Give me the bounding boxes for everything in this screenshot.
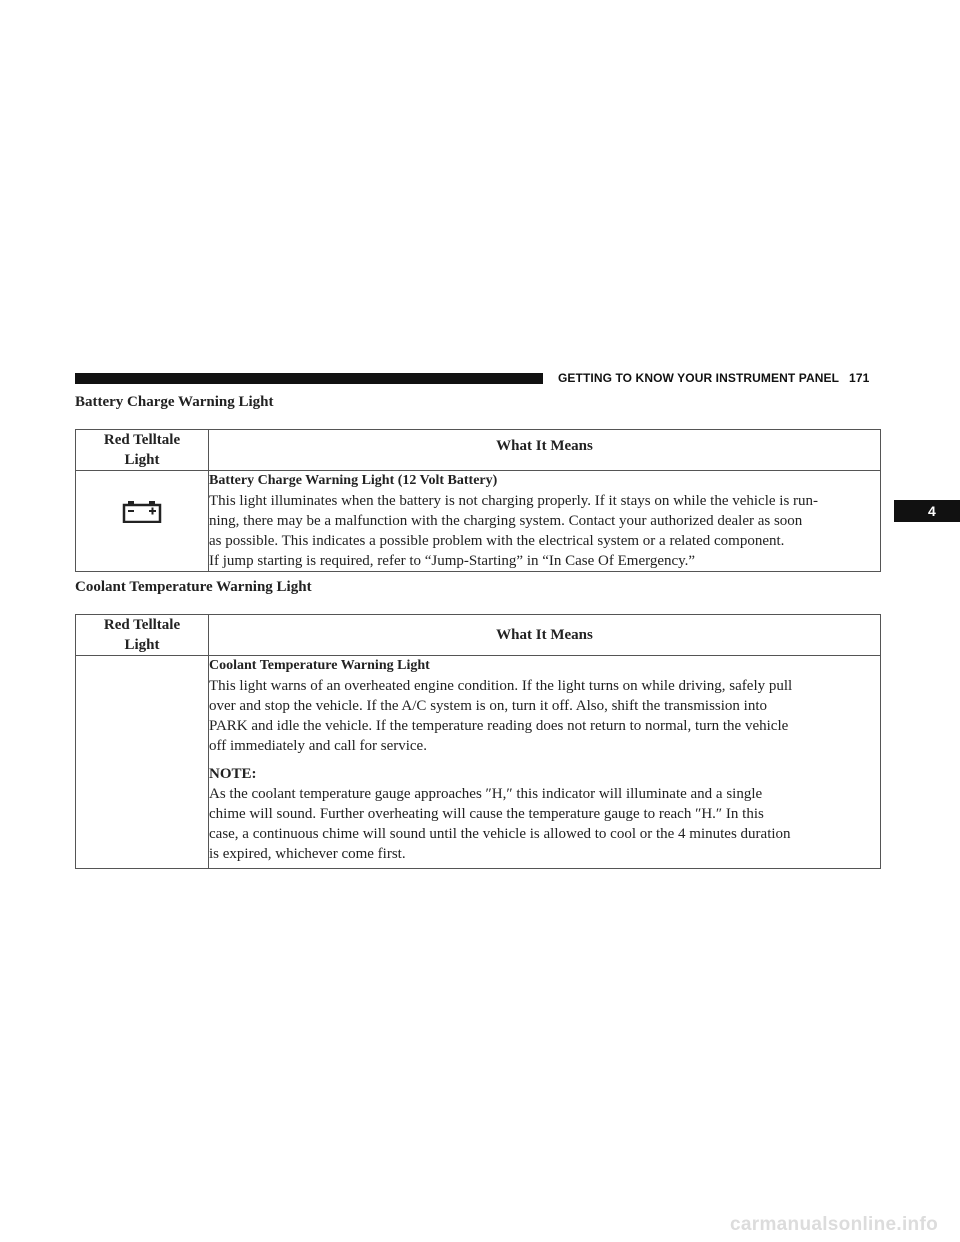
coolant-description-cell (209, 656, 881, 869)
section-title-battery: Battery Charge Warning Light (75, 394, 274, 410)
table-header-row (76, 615, 881, 656)
paragraph-line: over and stop the vehicle. If the A/C system is on, turn it off. Also, shift the transmission into (209, 698, 768, 714)
table-row (76, 656, 881, 869)
paragraph-line: as possible. This indicates a possible problem with the electrical system or a related component. (209, 533, 785, 549)
entry-title: Battery Charge Warning Light (12 Volt Battery) (209, 473, 498, 488)
watermark: carmanualsonline.info (730, 1214, 938, 1235)
battery-icon (122, 501, 162, 523)
chapter-tab[interactable]: 4 (894, 500, 960, 522)
telltale-icon-cell (76, 656, 209, 869)
section-title-coolant: Coolant Temperature Warning Light (75, 579, 312, 595)
header-red-telltale-light: Red Telltale Light (76, 615, 209, 656)
paragraph-line: off immediately and call for service. (209, 738, 427, 754)
table-row (76, 471, 881, 572)
header-what-it-means: What It Means (209, 615, 881, 656)
page-number: 171 (849, 371, 870, 385)
header-red-telltale-light: Red Telltale Light (76, 430, 209, 471)
battery-telltale-table (75, 429, 881, 572)
note-title: NOTE: (209, 766, 257, 782)
coolant-telltale-table (75, 614, 881, 869)
battery-description-cell (209, 471, 881, 572)
header-rule (75, 373, 543, 384)
paragraph-line: This light warns of an overheated engine condition. If the light turns on while driving, safely pull (209, 678, 793, 694)
note-line: chime will sound. Further overheating will cause the temperature gauge to reach ″H.″ In this (209, 806, 764, 822)
entry-title: Coolant Temperature Warning Light (209, 658, 430, 673)
table-header-row (76, 430, 881, 471)
note-line: As the coolant temperature gauge approaches ″H,″ this indicator will illuminate and a single (209, 786, 763, 802)
header-what-it-means: What It Means (209, 430, 881, 471)
paragraph-line: PARK and idle the vehicle. If the temperature reading does not return to normal, turn the vehicle (209, 718, 789, 734)
paragraph-line: This light illuminates when the battery is not charging properly. If it stays on while the vehicle is run- (209, 493, 819, 509)
note-line: case, a continuous chime will sound until the vehicle is allowed to cool or the 4 minutes duration (209, 826, 791, 842)
telltale-icon-cell (76, 471, 209, 572)
note-line: is expired, whichever come first. (209, 846, 406, 862)
paragraph-line: ning, there may be a malfunction with the charging system. Contact your authorized dealer as soon (209, 513, 803, 529)
paragraph-line: If jump starting is required, refer to “Jump-Starting” in “In Case Of Emergency.” (209, 553, 696, 569)
header-title: GETTING TO KNOW YOUR INSTRUMENT PANEL (558, 371, 840, 385)
running-header (558, 371, 869, 385)
